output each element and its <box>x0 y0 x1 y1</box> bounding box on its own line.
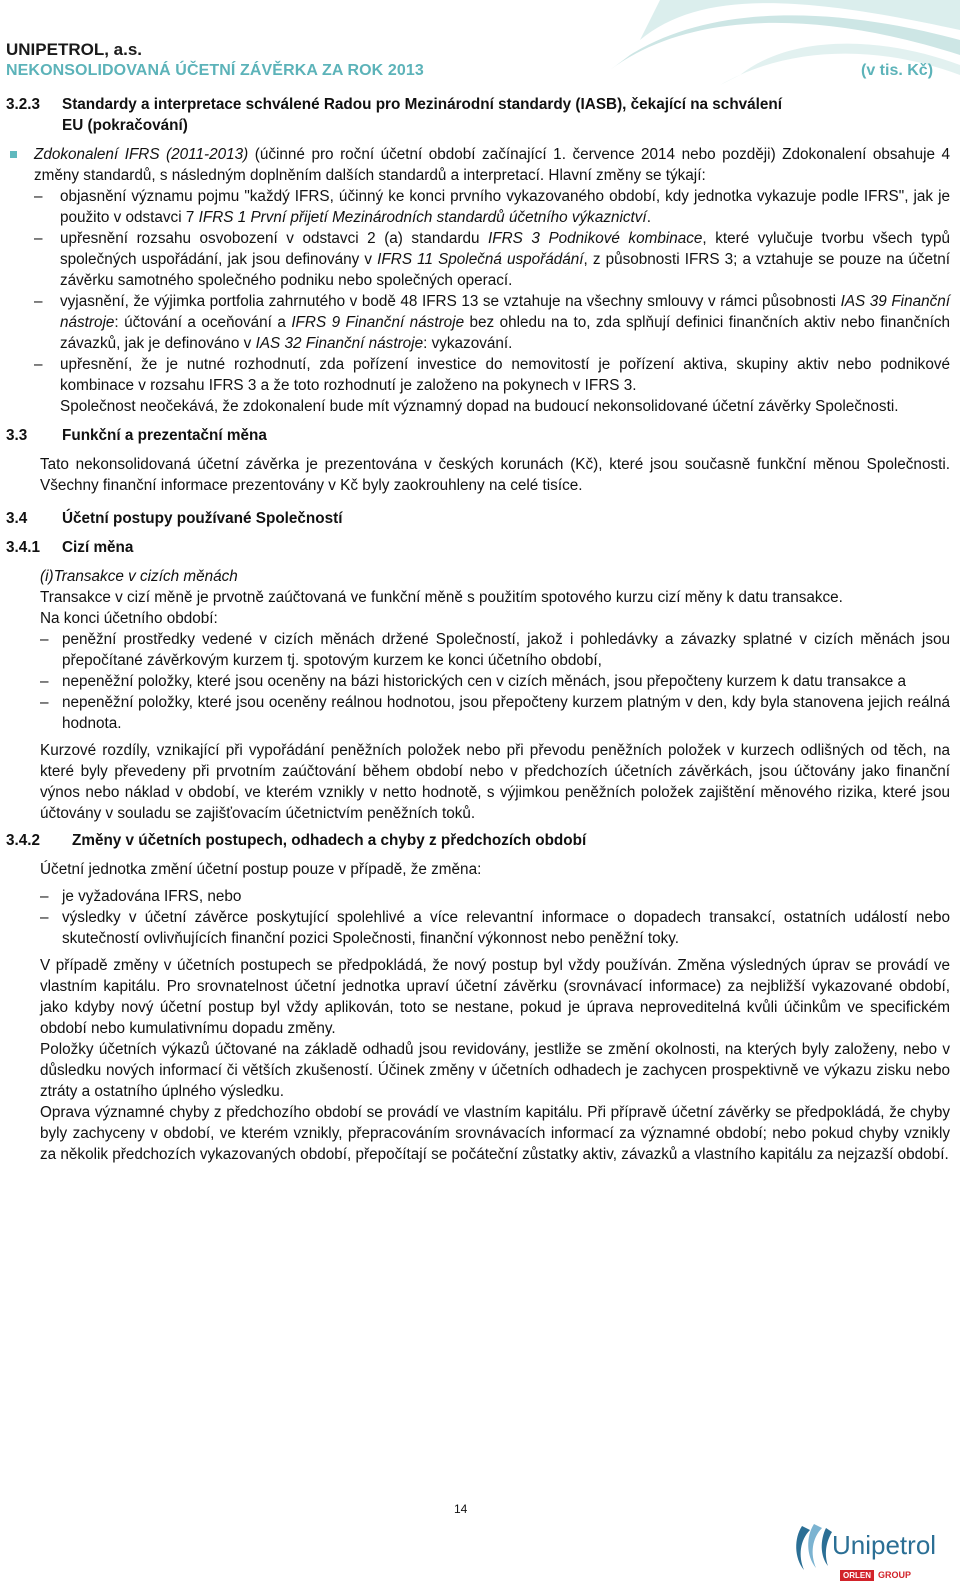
list-item: – peněžní prostředky vedené v cizích měnách držené Společností, jakož i pohledávky a závazky splatné v cizích měnách jsou přepočítané závěrkovým kurzem tj. spotovým kurzem ke konci účetního období, <box>40 631 950 669</box>
section-heading-3-4: 3.4 Účetní postupy používané Společností <box>6 510 343 527</box>
list-item: – nepeněžní položky, které jsou oceněny reálnou hodnotou, jsou přepočteny kurzem platným v den, kdy byla stanovena jejich reálná hodnota. <box>40 694 950 732</box>
list-item: – objasnění významu pojmu "každý IFRS, účinný ke konci prvního vykazovaného období, kdy jednotka vykazuje podle IFRS", jak je použito v odstavci 7 IFRS 1 První přijetí Mezinárodních standardů účetního výkaznictví. <box>34 188 950 226</box>
units-label: (v tis. Kč) <box>861 62 934 79</box>
paragraph: Oprava významné chyby z předchozího období se provádí ve vlastním kapitálu. Při přípravě účetní závěrky se předpokládá, že chyby byly zachyceny v období, ve kterém vznikly, přepracováním srovnávacích informací za významné období; nebo pokud chyby vznikly za několik předchozích vykazovaných období, přepočítají se počáteční zůstatky aktiv, závazků a vlastního kapitálu za nejzazší období. <box>40 1104 950 1163</box>
orlen-group-label: GROUP <box>878 1570 912 1580</box>
dash-bullet: – <box>40 673 49 690</box>
report-title: NEKONSOLIDOVANÁ ÚČETNÍ ZÁVĚRKA ZA ROK 2013 <box>6 62 424 79</box>
subheading: (i)Transakce v cizích měnách <box>40 568 238 585</box>
paragraph: Transakce v cizí měně je prvotně zaúčtovaná ve funkční měně s použitím spotového kurzu cizí měny k datu transakce. <box>40 589 843 606</box>
section-heading-3-4-2: 3.4.2 Změny v účetních postupech, odhadech a chyby z předchozích období <box>6 832 587 849</box>
list-item: – upřesnění, že je nutné rozhodnutí, zda pořízení investice do nemovitostí je pořízení aktiva, skupiny aktiv nebo podnikové kombinace v rozsahu IFRS 3 a že toto rozhodnutí je založeno na pokynech v IFRS 3. <box>34 356 950 394</box>
section-heading-3-3: 3.3 Funkční a prezentační měna <box>6 427 267 444</box>
dash-bullet: – <box>34 188 43 205</box>
list-item: – vyjasnění, že výjimka portfolia zahrnutého v bodě 48 IFRS 13 se vztahuje na všechny smlouvy v rámci působnosti IAS 39 Finanční nástroje: účtování a oceňování a IFRS 9 Finanční nástroje bez ohledu na to, zda splňují definici finančních aktiv nebo finančních závazků, jak je definováno v IAS 32 Finanční nástroje: vykazování. <box>34 293 950 352</box>
paragraph: Tato nekonsolidovaná účetní závěrka je prezentována v českých korunách (Kč), které jsou současně funkční měnou Společnosti. Všechny finanční informace prezentovány v Kč byly zaokrouhleny na celé tisíce. <box>40 456 950 494</box>
dash-bullet: – <box>34 293 43 310</box>
paragraph: Na konci účetního období: <box>40 610 218 627</box>
list-item: – je vyžadována IFRS, nebo <box>40 888 242 905</box>
company-name: UNIPETROL, a.s. <box>6 40 143 59</box>
paragraph: Položky účetních výkazů účtované na základě odhadů jsou revidovány, jestliže se změní okolnosti, na kterých byly založeny, nebo v důsledku nových informací či větších zkušeností. Účinek změny v účetních odhadech je zachycen prospektivně ve výkazu zisku nebo ztráty a ostatního úplného výsledku. <box>40 1041 950 1100</box>
paragraph: Společnost neočekává, že zdokonalení bude mít významný dopad na budoucí nekonsolidované účetní závěrky Společnosti. <box>60 398 899 415</box>
orlen-badge: ORLEN <box>840 1570 874 1581</box>
dash-bullet: – <box>40 694 49 711</box>
square-bullet-icon <box>10 151 17 158</box>
list-item: – výsledky v účetní závěrce poskytující spolehlivé a více relevantní informace o dopadech transakcí, ostatních událostí nebo skutečností ovlivňujících finanční pozici Společnosti, finanční výkonnost nebo peněžní toky. <box>40 909 950 947</box>
dash-bullet: – <box>40 631 49 648</box>
page-number: 14 <box>454 1502 468 1516</box>
dash-bullet: – <box>40 888 49 905</box>
dash-bullet: – <box>40 909 49 926</box>
dash-bullet: – <box>34 356 43 373</box>
paragraph: Kurzové rozdíly, vznikající při vypořádání peněžních položek nebo při převodu peněžních položek v kurzech odlišných od těch, na které byly převedeny při prvotním zaúčtování během období nebo v předchozích účetních závěrkách, jsou účtovány jako finanční výnos nebo náklad v období, ve kterém vznikly v netto hodnotě, s výjimkou peněžních položek zajištění měnového rizika, které jsou účtovány v souladu se zajišťovacím účetnictvím peněžních toků. <box>40 742 950 822</box>
logo-wordmark: Unipetrol <box>832 1530 937 1560</box>
dash-bullet: – <box>34 230 43 247</box>
section-heading-3-4-1: 3.4.1 Cizí měna <box>6 539 134 556</box>
bullet-ifrs-improvements: Zdokonalení IFRS (2011-2013) (účinné pro roční účetní období začínající 1. července 2014 nebo později) Zdokonalení obsahuje 4 změny standardů, s následným doplněním dalších standardů a interpretací. Hlavní změny se týkají: <box>6 144 950 186</box>
paragraph: Účetní jednotka změní účetní postup pouze v případě, že změna: <box>40 861 482 878</box>
list-item: – upřesnění rozsahu osvobození v odstavci 2 (a) standardu IFRS 3 Podnikové kombinace, které vylučuje tvorbu všech typů společných uspořádání, jak jsou definovány v IFRS 11 Společná uspořádání, z působnosti IFRS 3; a vztahuje se pouze na účetní závěrku samotného společného podniku nebo společných operací. <box>34 230 951 289</box>
paragraph: V případě změny v účetních postupech se předpokládá, že nový postup byl vždy používán. Změna výsledných úprav se provádí ve vlastním kapitálu. Pro srovnatelnost účetní jednotka upraví účetní závěrku (srovnávací informace) za nejbližší vykazované období, jako kdyby nový účetní postup byl vždy aplikován, toto se nestane, pokud je úprava neproveditelná kvůli účinkům ve specifickém období nebo kumulativnímu dopadu změny. <box>40 957 950 1037</box>
list-item: – nepeněžní položky, které jsou oceněny na bázi historických cen v cizích měnách, jsou přepočteny kurzem k datu transakce a <box>40 673 907 690</box>
document-body <box>6 94 950 1165</box>
section-heading-3-2-3: 3.2.3 Standardy a interpretace schválené Radou pro Mezinárodní standardy (IASB), čekající na schválení EU (pokračování) <box>6 96 783 134</box>
